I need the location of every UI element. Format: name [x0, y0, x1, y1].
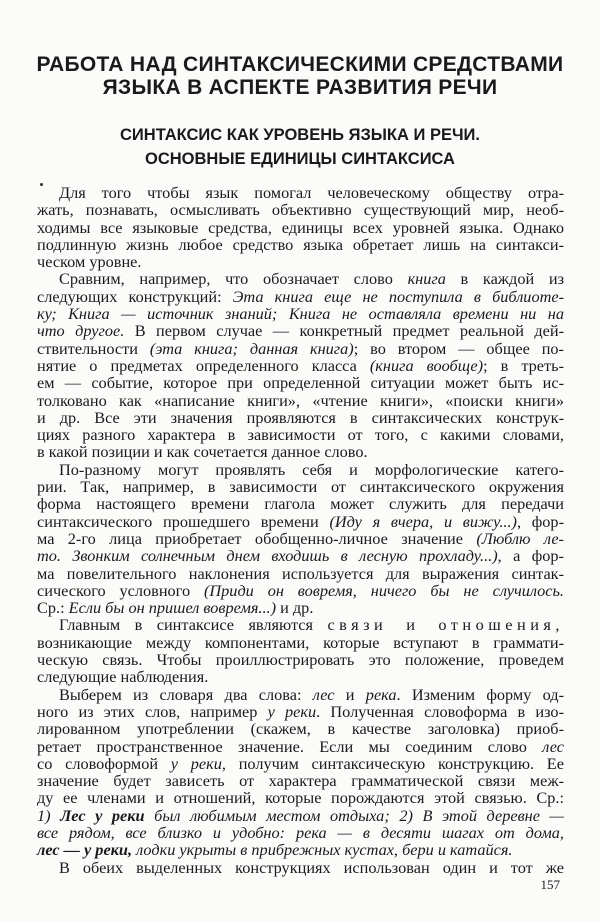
text-segment: Выберем из словаря два слова: — [59, 684, 313, 704]
text-line — [37, 841, 564, 858]
text-segment: ческом уровне. — [37, 252, 142, 272]
text-line — [37, 513, 564, 530]
text-segment: По-разному могут проявлять себя и морфологические катего- — [59, 459, 564, 479]
text-line — [37, 305, 564, 322]
text-segment: ходимы все языковые средства, единицы всех уровней языка. Однако — [37, 217, 564, 237]
section-title-line-2: ОСНОВНЫЕ ЕДИНИЦЫ СИНТАКСИСА — [145, 150, 455, 168]
text-segment: ного из этих слов, например — [37, 701, 268, 721]
text-segment: ретает пространственное значение. Если мы соединим слово — [37, 736, 543, 756]
text-segment: Для того чтобы язык помогал человеческому обществу отра- — [59, 183, 564, 202]
text-line — [37, 789, 564, 806]
text-segment: в какой позиции и как сочетается данное слово. — [37, 442, 368, 462]
emphasized-text: связи и отношения, — [327, 615, 564, 635]
text-segment: Ср.: — [37, 598, 69, 618]
text-line — [37, 184, 564, 201]
text-segment: , получим синтаксическую конструкцию. Ее — [221, 753, 564, 773]
text-segment: , фор- — [516, 511, 564, 531]
text-line — [37, 461, 564, 478]
emphasized-text: (эта книга; данная книга) — [149, 338, 354, 358]
paragraph — [37, 270, 564, 460]
text-line — [37, 340, 564, 357]
text-segment: форма настоящего времени глагола может служить для передачи — [37, 494, 564, 514]
text-segment: значение будет зависеть от характера грамматической связи меж- — [37, 771, 564, 791]
text-line — [37, 426, 564, 443]
text-segment: Главным в синтаксисе являются — [59, 615, 328, 635]
emphasized-text: ку; Книга — источник знаний; Книга не оставляла времени ни на — [37, 304, 564, 324]
emphasized-text: (Приди он вовремя, ничего бы не случилось. — [203, 580, 564, 600]
text-segment: и др. — [276, 598, 314, 618]
text-line — [37, 270, 564, 287]
text-segment: В обеих выделенных конструкциях использован один и тот же — [59, 857, 564, 877]
emphasized-text: у реки — [170, 753, 222, 773]
body-text — [37, 184, 564, 876]
text-segment: . Полученная словоформа в изо- — [316, 701, 564, 721]
text-segment: лированном употреблении (скажем, в качестве заголовка) приоб- — [37, 719, 564, 739]
emphasized-text: 1) — [37, 805, 61, 825]
emphasized-text: все рядом, все близко и удобно: река — в десяти шагах от дома, — [37, 822, 564, 842]
text-line — [37, 651, 564, 668]
paragraph — [37, 184, 564, 270]
text-line — [37, 253, 564, 270]
text-segment: Сравним, например, что обозначает слово — [59, 269, 408, 289]
text-line — [37, 322, 564, 339]
text-line — [37, 599, 564, 616]
paragraph — [37, 461, 564, 617]
emphasized-text: (Люблю ле- — [476, 528, 564, 548]
text-line — [37, 530, 564, 547]
text-segment: и др. Все эти значения проявляются в синтаксических конструк- — [37, 407, 564, 427]
text-line — [37, 616, 564, 633]
text-segment: циях разного характера в зависимости от того, с какими словами, — [37, 425, 564, 445]
emphasized-text: лес — [312, 684, 335, 704]
text-line — [37, 824, 564, 841]
emphasized-text: у реки — [267, 701, 317, 721]
text-line — [37, 772, 564, 789]
text-segment: ем — событие, которое при определенной ситуации может быть ис- — [37, 373, 564, 393]
emphasized-text: лес — у реки, — [37, 840, 133, 860]
text-segment: со словоформой — [37, 753, 171, 773]
text-line — [37, 807, 564, 824]
text-segment: возникающие между компонентами, которые вступают в граммати- — [37, 632, 564, 652]
text-segment: и — [334, 684, 366, 704]
emphasized-text: (книга вообще) — [369, 355, 484, 375]
text-segment: ; в треть- — [483, 355, 564, 375]
text-segment: следующих конструкций: — [37, 286, 233, 306]
chapter-title-line-2: ЯЗЫКА В АСПЕКТЕ РАЗВИТИЯ РЕЧИ — [102, 76, 498, 99]
text-segment: ; во втором — общее по- — [353, 338, 564, 358]
emphasized-text: Эта книга еще не поступила в библиоте- — [232, 286, 564, 306]
text-segment: ствительности — [37, 338, 150, 358]
text-segment: ма 2-го лица приобретает обобщенно-личное значение — [37, 528, 477, 548]
text-line — [37, 478, 564, 495]
chapter-title-line-1: РАБОТА НАД СИНТАКСИЧЕСКИМИ СРЕДСТВАМИ — [36, 53, 564, 76]
page-number: 157 — [540, 877, 560, 892]
text-line — [37, 236, 564, 253]
text-segment: рии. Так, например, в зависимости от синтаксического окружения — [37, 477, 564, 497]
emphasized-text: книга — [407, 269, 446, 289]
paragraph — [37, 616, 564, 685]
text-line — [37, 547, 564, 564]
text-line — [37, 288, 564, 305]
text-line — [37, 755, 564, 772]
emphasized-text: Лес у реки — [60, 805, 145, 825]
emphasized-text: был любимым местом отдыха; 2) В этой деревне — — [144, 805, 564, 825]
text-line — [37, 392, 564, 409]
text-segment: ма повелительного наклонения используется для выражения синтак- — [37, 563, 564, 583]
text-segment: ческую связь. Чтобы проиллюстрировать это положение, проведем — [37, 650, 564, 670]
text-line — [37, 686, 564, 703]
text-line — [37, 738, 564, 755]
text-line — [37, 703, 564, 720]
emphasized-text: то. Звонким солнечным днем входишь в лесную прохладу...) — [37, 546, 498, 566]
text-line — [37, 201, 564, 218]
text-line — [37, 668, 564, 685]
section-title-line-1: СИНТАКСИС КАК УРОВЕНЬ ЯЗЫКА И РЕЧИ. — [120, 126, 480, 144]
emphasized-text: (Иду я вчера, и вижу...) — [329, 511, 517, 531]
text-segment: нятие о предметах определенного класса — [37, 355, 370, 375]
text-segment: сического условного — [37, 580, 204, 600]
text-segment: . Изменим форму од- — [396, 684, 565, 704]
text-segment: жать, познавать, осмысливать объективно существующий мир, необ- — [37, 200, 564, 220]
emphasized-text: река — [365, 684, 397, 704]
text-segment: толковано как «написание книги», «чтение книги», «поиски книги» — [37, 390, 564, 410]
text-segment: В первом случае — конкретный предмет реальной дей- — [124, 321, 564, 341]
paragraph — [37, 859, 564, 876]
text-segment: , а фор- — [497, 546, 564, 566]
emphasized-text: Если бы он пришел вовремя...) — [68, 598, 277, 618]
text-line — [37, 374, 564, 391]
text-line — [37, 219, 564, 236]
text-segment: в каждой из — [445, 269, 564, 289]
emphasized-text: лодки укрыты в прибрежных кустах, бери и катайся. — [132, 840, 513, 860]
text-line — [37, 634, 564, 651]
text-line — [37, 357, 564, 374]
emphasized-text: что другое. — [37, 321, 125, 341]
emphasized-text: лес — [542, 736, 564, 756]
text-segment: синтаксического прошедшего времени — [37, 511, 330, 531]
paragraph — [37, 686, 564, 859]
text-line — [37, 443, 564, 460]
text-line — [37, 582, 564, 599]
text-line — [37, 720, 564, 737]
text-line — [37, 859, 564, 876]
text-line — [37, 495, 564, 512]
text-segment: подлинную жизнь любое средство языка обретает лишь на синтакси- — [37, 234, 564, 254]
text-segment: ду ее членами и отношений, которые порождаются этой связью. Ср.: — [37, 788, 564, 808]
text-line — [37, 409, 564, 426]
text-segment: следующие наблюдения. — [37, 667, 209, 687]
text-line — [37, 565, 564, 582]
